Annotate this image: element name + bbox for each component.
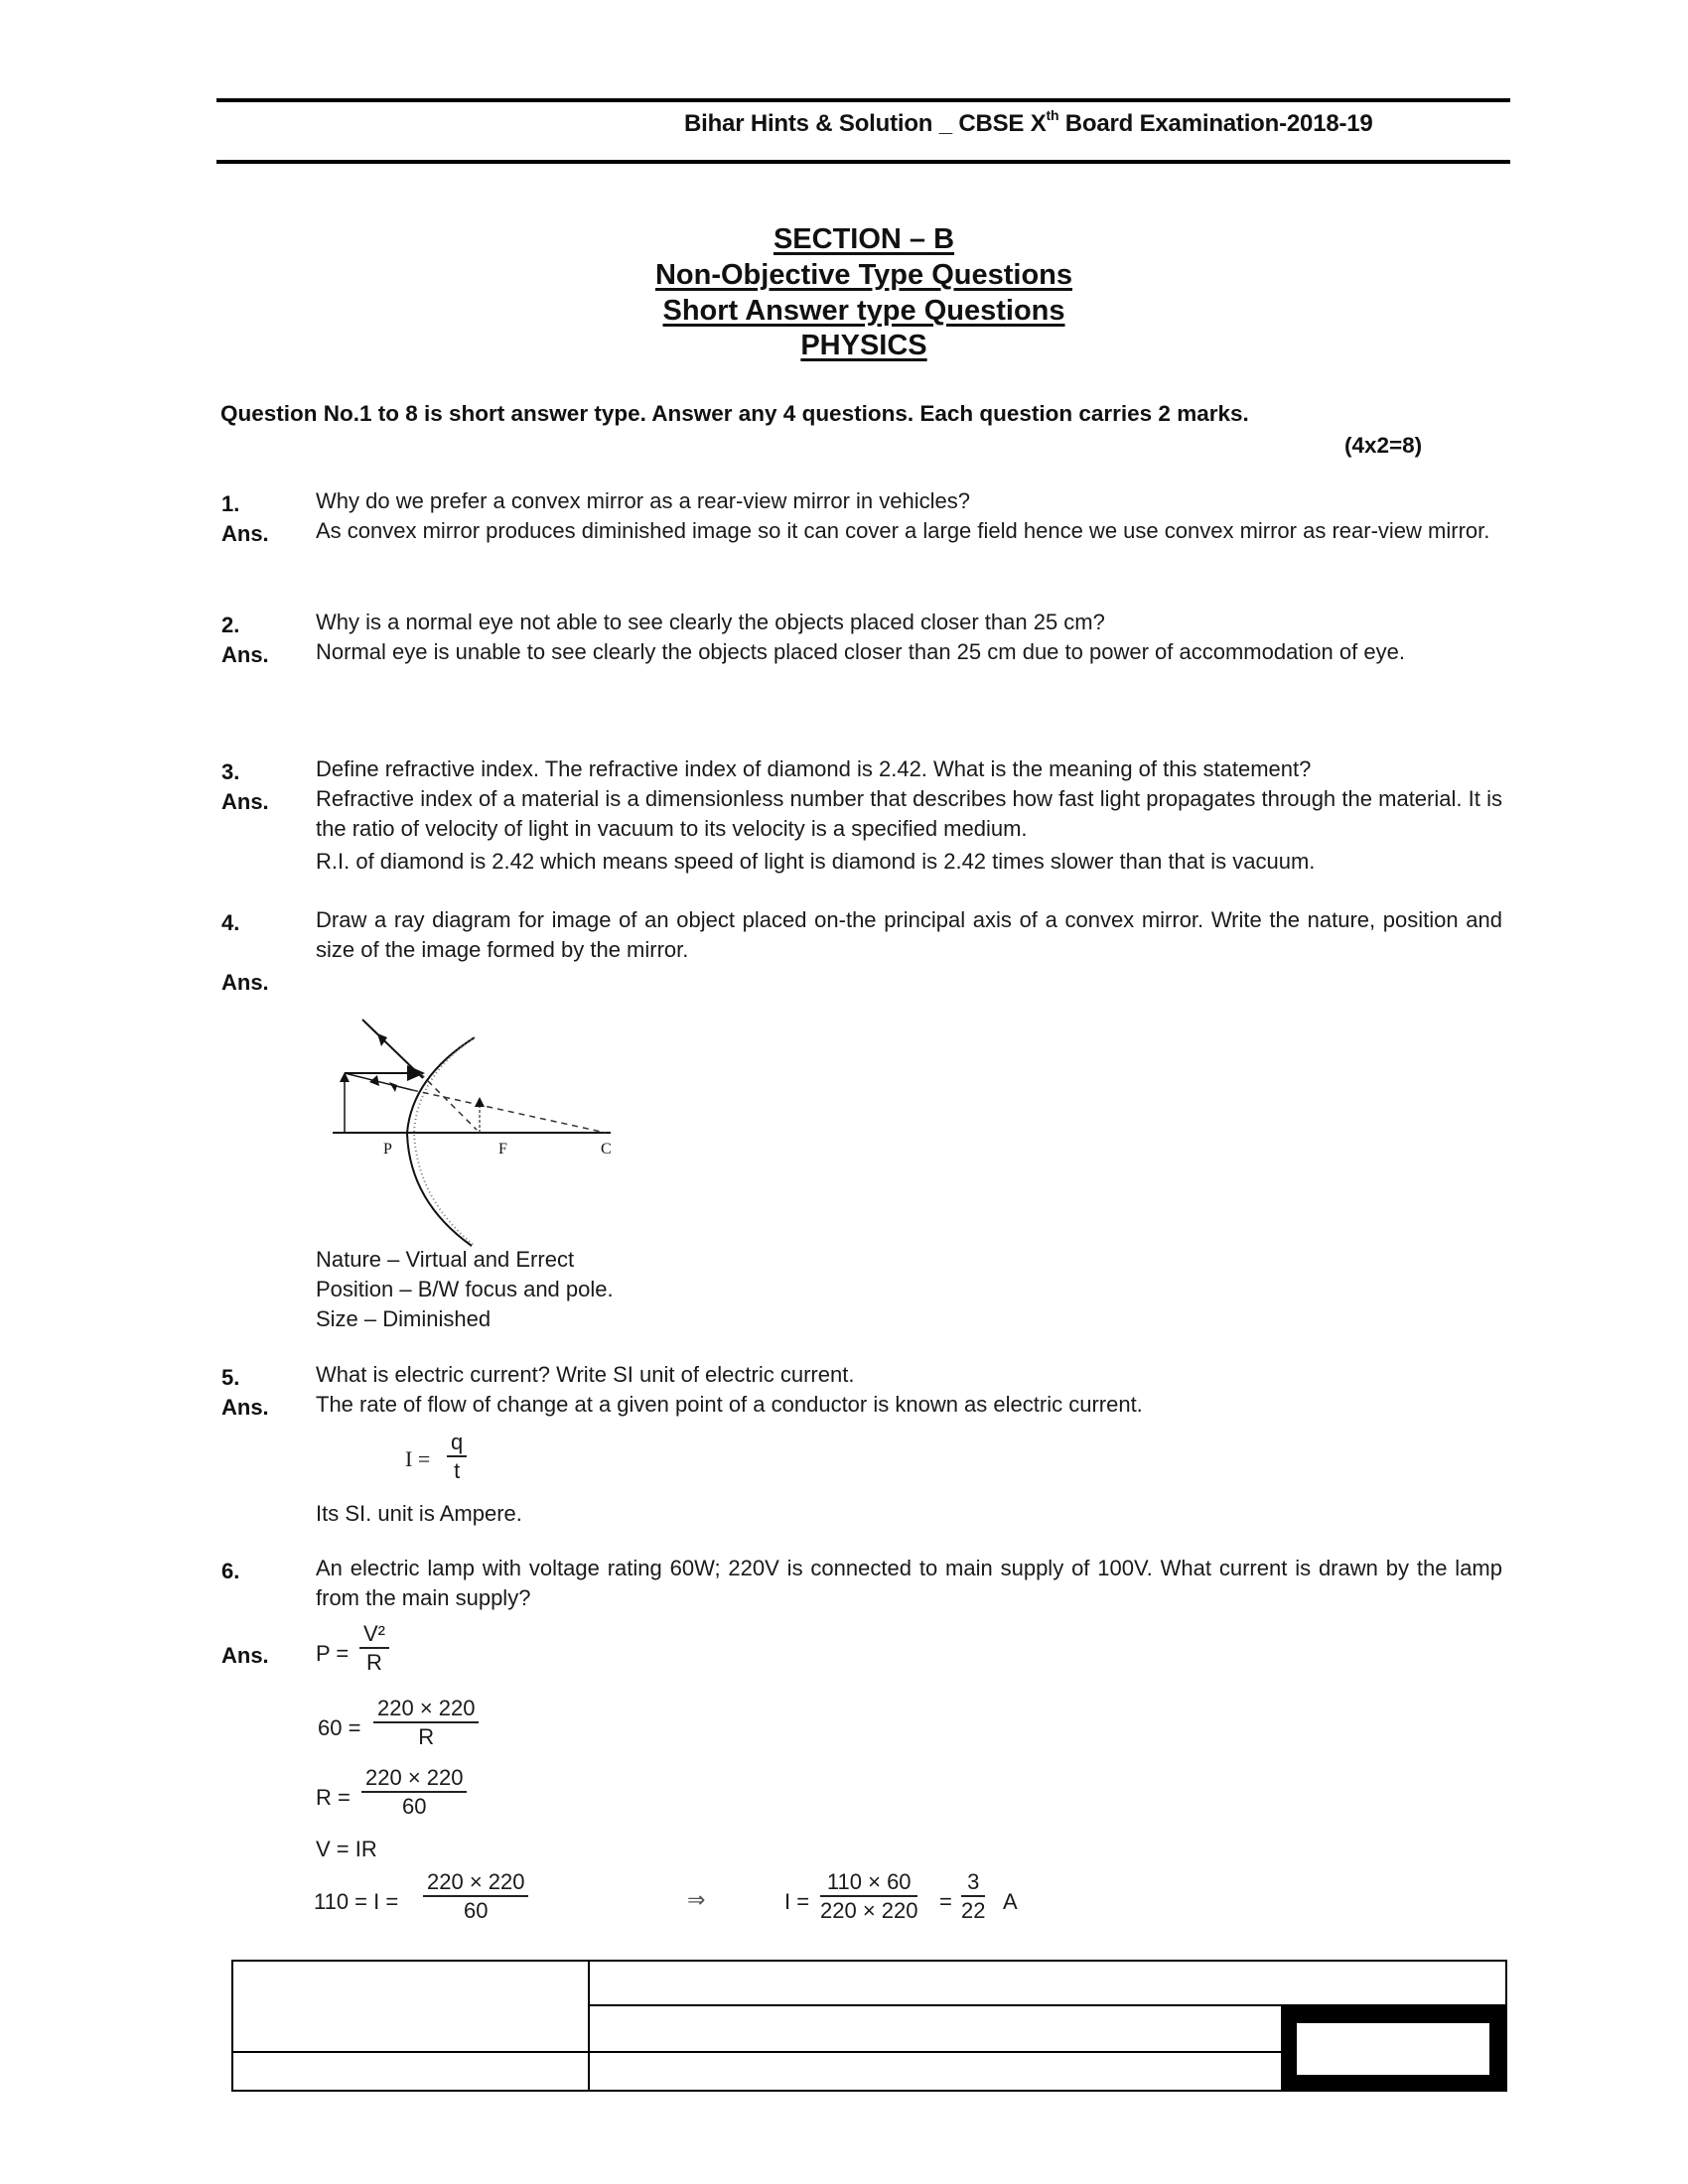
header-title (684, 109, 1373, 138)
question-number: 6. (221, 1559, 240, 1583)
question-number: 3. (221, 759, 240, 784)
step6-fraction (820, 1869, 917, 1925)
fraction-denominator: 220 × 220 (820, 1898, 918, 1923)
step6-unit: A (1003, 1889, 1018, 1914)
answer-label: Ans. (221, 789, 269, 814)
step5-lhs: 110 = I = (314, 1889, 399, 1914)
step5-fraction (423, 1869, 528, 1925)
question-number: 5. (221, 1365, 240, 1390)
answer-text: The rate of flow of change at a given point of a conductor is known as electric current. (316, 1392, 1143, 1417)
answer-text: As convex mirror produces diminished image so it can cover a large field hence we use convex mirror as rear-view mirror. (316, 518, 1490, 543)
answer-extra-text: R.I. of diamond is 2.42 which means speed of light is diamond is 2.42 times slower than that is vacuum. (316, 849, 1316, 874)
fraction-denominator: 22 (961, 1898, 986, 1923)
header-title-prefix: Bihar Hints & Solution _ CBSE X (684, 110, 1047, 137)
footer-left-top-cell (231, 1960, 590, 2053)
fraction-numerator: V² (363, 1621, 385, 1646)
label-centre: C (601, 1141, 612, 1158)
fraction-numerator: 3 (967, 1869, 980, 1894)
image-nature: Nature – Virtual and Errect (316, 1247, 575, 1272)
fraction-numerator: 220 × 220 (377, 1696, 476, 1720)
fraction-numerator: 220 × 220 (365, 1765, 464, 1790)
section-title: SECTION – B (773, 223, 955, 255)
answer-text: Normal eye is unable to see clearly the objects placed closer than 25 cm due to power of accommodation of eye. (316, 639, 1405, 664)
question-text: Why is a normal eye not able to see clearly the objects placed closer than 25 cm? (316, 610, 1105, 634)
section-subject: PHYSICS (800, 330, 927, 361)
formula-fraction (447, 1430, 467, 1485)
answer-text: Refractive index of a material is a dimensionless number that describes how fast light propagates through the material. It is the ratio of velocity of light in vacuum to its velocity is a specified medium. (316, 786, 1502, 841)
formula-lhs: I = (405, 1446, 431, 1471)
fraction-denominator: 60 (464, 1898, 489, 1923)
section-type: Short Answer type Questions (662, 295, 1065, 327)
convex-mirror-ray-diagram (318, 1003, 626, 1251)
instructions-marks: (4x2=8) (1344, 433, 1423, 458)
step1-lhs: P = (316, 1641, 350, 1666)
step6-lhs: I = (784, 1889, 810, 1914)
footer-right-top-cell (588, 1960, 1507, 2006)
implies-arrow-icon: ⇒ (687, 1887, 706, 1912)
section-subtitle: Non-Objective Type Questions (654, 259, 1073, 291)
step6-result-fraction (961, 1869, 985, 1925)
fraction-denominator: 60 (402, 1794, 427, 1819)
instructions-text: Question No.1 to 8 is short answer type. Answer any 4 questions. Each question carries 2 marks. (220, 401, 1249, 426)
label-focus: F (498, 1141, 507, 1158)
fraction-denominator: R (418, 1724, 435, 1749)
fraction-denominator: R (366, 1650, 382, 1675)
fraction-denominator: t (454, 1458, 461, 1483)
answer-label: Ans. (221, 970, 269, 995)
answer-label: Ans. (221, 642, 269, 667)
question-text: What is electric current? Write SI unit of electric current. (316, 1362, 855, 1387)
step1-fraction (359, 1621, 389, 1677)
header-bottom-rule (216, 160, 1510, 164)
image-position: Position – B/W focus and pole. (316, 1277, 614, 1301)
question-text: Why do we prefer a convex mirror as a rear-view mirror in vehicles? (316, 488, 970, 513)
question-text: An electric lamp with voltage rating 60W; 220V is connected to main supply of 100V. What current is drawn by the lamp from the main supply? (316, 1556, 1502, 1610)
mirror-arc (407, 1037, 475, 1246)
step4-equation: V = IR (316, 1837, 377, 1861)
question-text: Draw a ray diagram for image of an object placed on-the principal axis of a convex mirror. Write the nature, position and size of the image formed by the mirror. (316, 907, 1502, 962)
step2-lhs: 60 = (318, 1715, 361, 1740)
footer-page-box-inner (1297, 2023, 1489, 2075)
footer-middle-bottom-cell (588, 2051, 1283, 2092)
header-title-suffix: Board Examination-2018-19 (1058, 110, 1373, 137)
step6-equals: = (939, 1889, 952, 1914)
fraction-numerator: 110 × 60 (826, 1869, 912, 1894)
si-unit-text: Its SI. unit is Ampere. (316, 1501, 522, 1526)
question-number: 1. (221, 491, 240, 516)
step3-lhs: R = (316, 1785, 351, 1810)
answer-label: Ans. (221, 1395, 269, 1420)
answer-label: Ans. (221, 1643, 269, 1668)
fraction-numerator: 220 × 220 (427, 1869, 525, 1894)
fraction-numerator: q (451, 1430, 464, 1454)
step2-fraction (373, 1696, 479, 1751)
image-size: Size – Diminished (316, 1306, 492, 1331)
step3-fraction (361, 1765, 467, 1821)
header-top-rule (216, 98, 1510, 102)
question-number: 4. (221, 910, 240, 935)
question-text: Define refractive index. The refractive index of diamond is 2.42. What is the meaning of this statement? (316, 756, 1312, 781)
footer-page-box (1281, 2004, 1507, 2092)
answer-label: Ans. (221, 521, 269, 546)
label-pole: P (383, 1141, 392, 1158)
question-number: 2. (221, 613, 240, 637)
footer-left-bottom-cell (231, 2051, 590, 2092)
header-title-superscript: th (1046, 107, 1059, 123)
footer-middle-cell (588, 2004, 1283, 2053)
